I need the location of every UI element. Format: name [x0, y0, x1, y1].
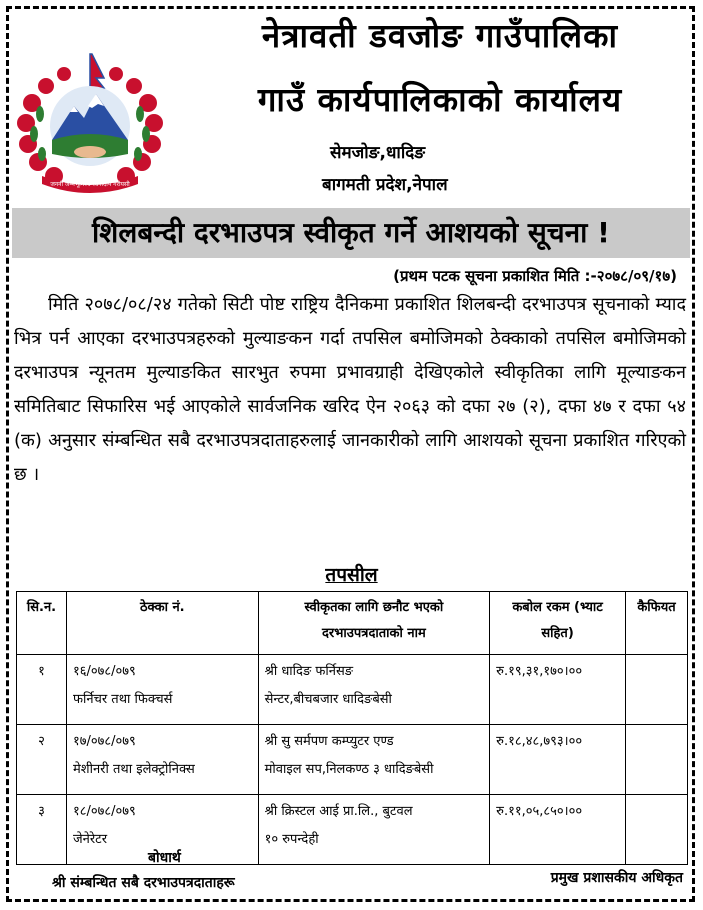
cell-bidder	[258, 795, 490, 865]
contract-name: मेशीनरी तथा इलेक्ट्रोनिक्स	[72, 762, 195, 777]
column-header-contract: ठेक्का नं.	[66, 592, 258, 655]
bidder-line-2: सेन्टर,बीचबजार धादिङबेसी	[264, 692, 392, 707]
contract-name: फर्निचर तथा फिक्चर्स	[72, 692, 173, 707]
notice-body: मिति २०७८/०८/२४ गतेको सिटी पोष्ट राष्ट्रिय दैनिकमा प्रकाशित शिलबन्दी दरभाउपत्र सूचनाको म्याद भित्र पर्न आएका दरभाउपत्रहरुको मुल्याङकन गर्दा तपसिल बमोजिमको ठेक्काको तपसिल बमोजिमको दरभाउपत्र न्यूनतम मुल्याङकित सारभुत रुपमा प्रभावग्राही देखिएकोले स्वीकृतिका लागि मूल्याङकन समितिबाट सिफारिस भई आएकोले सार्वजनिक खरिद ऐन २०६३ को दफा २७ (२), दफा ४७ र दफा ५४ (क) अनुसार संम्बन्धित सबै दरभाउपत्रदाताहरुलाई जानकारीको लागि आशयको सूचना प्रकाशित गरिएको छ ।	[14, 294, 686, 485]
column-header-sn: सि.न.	[17, 592, 67, 655]
notice-title: शिलबन्दी दरभाउपत्र स्वीकृत गर्ने आशयको सूचना !	[12, 208, 690, 258]
contract-number: १६/०७८/०७९	[72, 664, 136, 679]
address-line-2: बागमती प्रदेश,नेपाल	[322, 175, 448, 195]
bidder-line-2: मोवाइल सप,निलकण्ठ ३ धादिङबेसी	[264, 762, 434, 777]
signatory-title: प्रमुख प्रशासकीय अधिकृत	[550, 870, 683, 886]
emblem-motto: जननी जन्मभूमिश्च स्वर्गादपि गरीयसी	[50, 181, 130, 188]
bidder-line-1: श्री सु सर्मपण कम्प्युटर एण्ड	[264, 734, 394, 749]
cell-amount: रु.१८,४८,७९३।००	[490, 725, 626, 795]
municipality-title: नेत्रावती डवजोङ गाउँपालिका	[261, 16, 619, 55]
bidder-line-1: श्री धादिङ फर्निसङ	[264, 664, 354, 679]
contract-number: १८/०७८/०७९	[72, 804, 136, 819]
bidder-line-1: श्री क्रिस्टल आई प्रा.लि., बुटवल	[264, 804, 413, 819]
address-line-1: सेमजोङ,धादिङ	[330, 143, 426, 163]
cell-amount: रु.११,०५,८५०।००	[490, 795, 626, 865]
cell-remarks	[626, 655, 688, 725]
contract-number: १७/०७८/०७९	[72, 734, 136, 749]
cell-remarks	[626, 795, 688, 865]
publication-date: (प्रथम पटक सूचना प्रकाशित मिति :-२०७८/०९/१७)	[393, 267, 677, 285]
bidder-line-2: १० रुपन्देही	[264, 832, 319, 847]
cell-remarks	[626, 725, 688, 795]
table-row	[17, 795, 688, 865]
table-row	[17, 725, 688, 795]
contract-name: जेनेरेटर	[72, 832, 108, 847]
nepal-emblem-icon	[12, 48, 168, 198]
bid-table	[16, 591, 688, 865]
cell-contract	[66, 725, 258, 795]
cell-sn: ३	[17, 795, 67, 865]
cell-sn: २	[17, 725, 67, 795]
cc-label: बोधार्थ	[148, 850, 181, 866]
table-header-row	[17, 592, 688, 655]
table-row	[17, 655, 688, 725]
cell-amount: रु.१९,३१,१७०।००	[490, 655, 626, 725]
cell-sn: १	[17, 655, 67, 725]
cell-bidder	[258, 725, 490, 795]
cell-bidder	[258, 655, 490, 725]
column-header-remarks: कैफियत	[626, 592, 688, 655]
table-heading: तपसील	[325, 564, 378, 586]
column-header-bidder: स्वीकृतका लागि छनौट भएको दरभाउपत्रदाताको नाम	[258, 592, 490, 655]
column-header-amount: कबोल रकम (भ्याट सहित)	[490, 592, 626, 655]
cell-contract	[66, 655, 258, 725]
cc-recipient: श्री संम्बन्धित सबै दरभाउपत्रदाताहरू	[52, 875, 235, 891]
office-title: गाउँ कार्यपालिकाको कार्यालय	[257, 80, 623, 119]
